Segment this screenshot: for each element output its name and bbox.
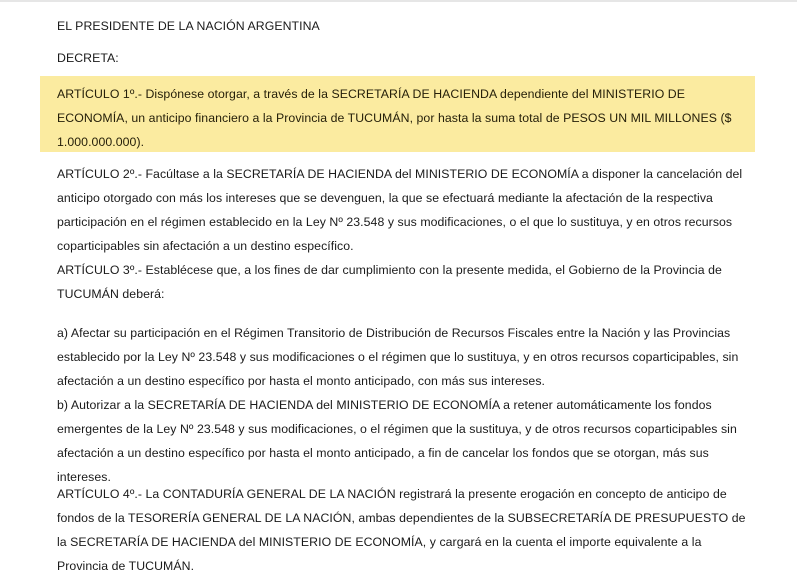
article-1-text: ARTÍCULO 1º.- Dispónese otorgar, a través de la SECRETARÍA DE HACIENDA dependiente del MINISTERIO DE ECONOMÍA, un anticipo financiero a la Provincia de TUCUMÁN, por hasta la suma total de PESOS UN MIL MILLONES ($ 1.000.000.000). [57, 87, 736, 149]
decree-verb: DECRETA: [57, 51, 119, 65]
highlighted-article-1-block [40, 76, 755, 152]
article-3-text: ARTÍCULO 3º.- Establécese que, a los fines de dar cumplimiento con la presente medida, el Gobierno de la Provincia de TUCUMÁN deberá: [57, 263, 726, 301]
page-top-rule [0, 0, 797, 2]
article-4-text: ARTÍCULO 4º.- La CONTADURÍA GENERAL DE LA NACIÓN registrará la presente erogación en concepto de anticipo de fondos de la TESORERÍA GENERAL DE LA NACIÓN, ambas dependientes de la SUBSECRETARÍA DE PRESUPUESTO de la SECRETARÍA DE HACIENDA del MINISTERIO DE ECONOMÍA, y cargará en la cuenta el importe equivalente a la Provincia de TUCUMÁN. [57, 487, 750, 573]
article-3-item-a-text: a) Afectar su participación en el Régimen Transitorio de Distribución de Recursos Fiscales entre la Nación y las Provincias establecido por la Ley Nº 23.548 y sus modificaciones o el régimen que lo sustituya, y en otros recursos coparticipables, sin afectación a un destino específico por hasta el monto anticipado, con más sus intereses. [57, 326, 742, 388]
article-3-item-b-text: b) Autorizar a la SECRETARÍA DE HACIENDA del MINISTERIO DE ECONOMÍA a retener automáticamente los fondos emergentes de la Ley Nº 23.548 y sus modificaciones, o el régimen que la sustituya, y de otros recursos coparticipables sin afectación a un destino específico por hasta el monto anticipado, a fin de cancelar los fondos que se otorgan, más sus intereses. [57, 398, 741, 484]
article-2-text: ARTÍCULO 2º.- Facúltase a la SECRETARÍA DE HACIENDA del MINISTERIO DE ECONOMÍA a disponer la cancelación del anticipo otorgado con más los intereses que se devenguen, la que se efectuará mediante la afectación de la respectiva participación en el régimen establecido en la Ley Nº 23.548 y sus modificaciones, o el que lo sustituya, y en otros recursos coparticipables sin afectación a un destino específico. [57, 167, 746, 253]
document-heading: EL PRESIDENTE DE LA NACIÓN ARGENTINA [57, 19, 320, 33]
